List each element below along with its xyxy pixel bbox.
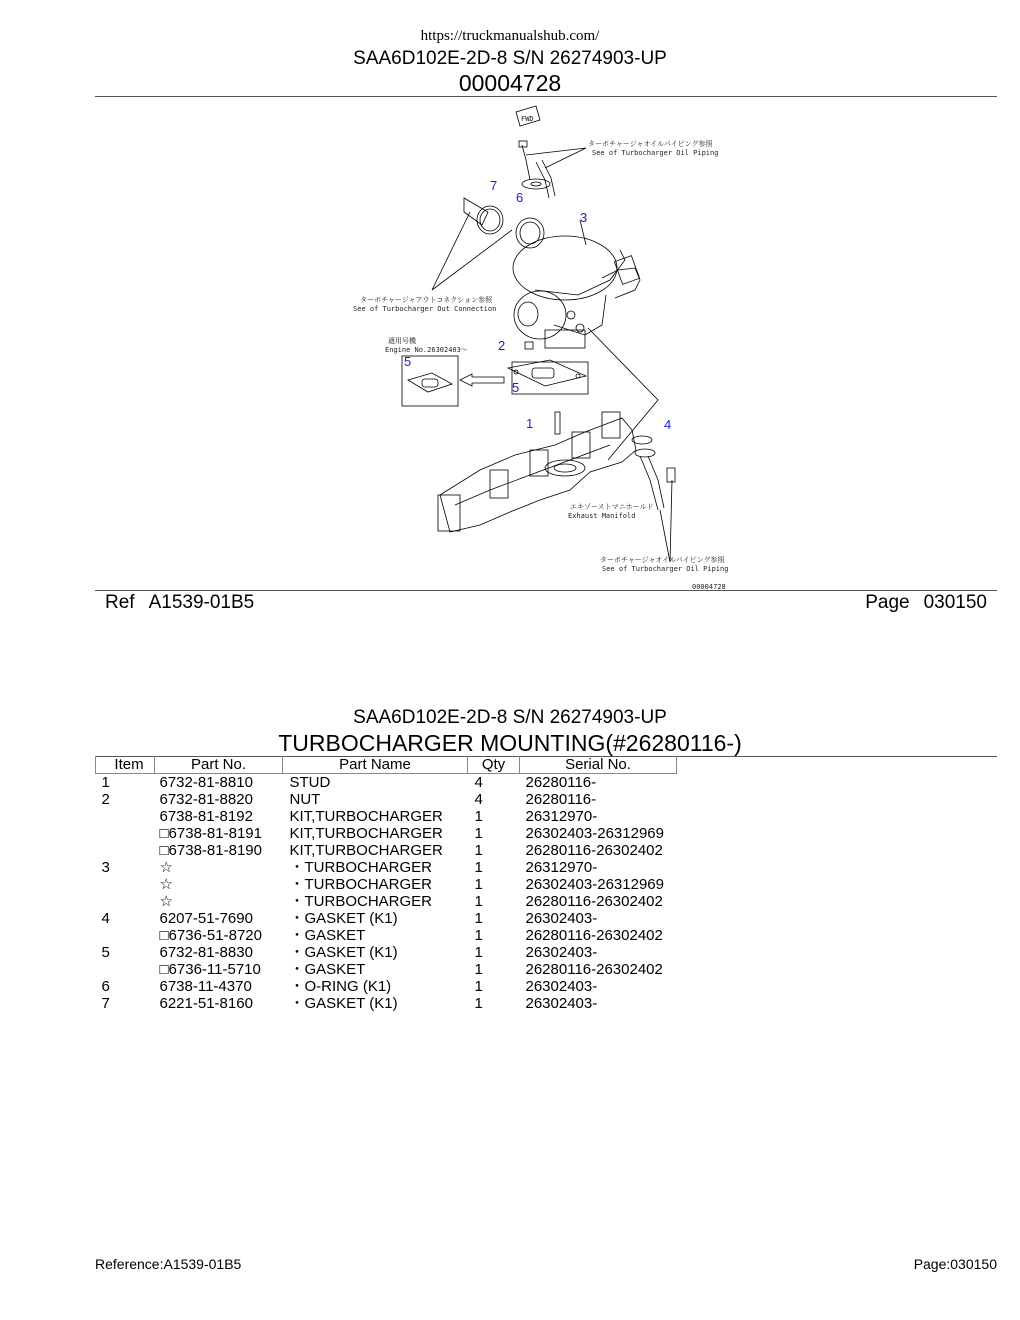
cell-serial-no: 26302403-26312969 bbox=[525, 825, 664, 842]
ref-label: Ref bbox=[105, 592, 135, 613]
table-row bbox=[96, 910, 677, 927]
header-item: Item bbox=[96, 756, 155, 774]
cell-qty: 1 bbox=[474, 825, 483, 842]
gasket-new-drawing bbox=[508, 360, 586, 386]
cell-item: 7 bbox=[101, 995, 110, 1012]
cell-part-no: □6736-51-8720 bbox=[159, 927, 262, 944]
cell-qty: 1 bbox=[474, 808, 483, 825]
cell-serial-no: 26312970- bbox=[525, 808, 598, 825]
parts-table-body bbox=[96, 774, 677, 1013]
cell-serial-no: 26302403- bbox=[525, 944, 598, 961]
cell-item: 4 bbox=[101, 910, 110, 927]
replacement-arrow-icon bbox=[460, 374, 504, 386]
cell-part-name: ・GASKET bbox=[289, 961, 366, 978]
cell-serial-no: 26280116- bbox=[525, 791, 597, 808]
cell-qty: 1 bbox=[474, 978, 483, 995]
cell-part-name: STUD bbox=[289, 774, 331, 791]
cell-serial-no: 26280116-26302402 bbox=[525, 961, 663, 978]
turbocharger-drawing bbox=[513, 220, 640, 348]
callout-4: 4 bbox=[664, 417, 672, 432]
cell-item bbox=[96, 961, 155, 978]
section-model-title: SAA6D102E-2D-8 S/N 26274903-UP bbox=[353, 707, 667, 728]
cell-serial-no: 26302403- bbox=[525, 978, 598, 995]
cell-part-name: ・GASKET bbox=[289, 927, 366, 944]
cell-qty: 1 bbox=[474, 944, 483, 961]
header-part-no: Part No. bbox=[155, 756, 283, 774]
cell-part-name: ・GASKET (K1) bbox=[289, 910, 398, 927]
table-row bbox=[96, 774, 677, 792]
cell-part-no: 6732-81-8820 bbox=[159, 791, 253, 808]
cell-part-no: 6732-81-8810 bbox=[159, 774, 253, 791]
cell-item bbox=[96, 842, 155, 859]
parts-table bbox=[95, 756, 677, 1012]
manifold-note-en: Exhaust Manifold bbox=[568, 512, 636, 520]
cell-part-name: ・O-RING (K1) bbox=[289, 978, 392, 995]
cell-qty: 1 bbox=[474, 995, 483, 1012]
cell-part-name: KIT,TURBOCHARGER bbox=[289, 808, 443, 825]
ref-value: A1539-01B5 bbox=[148, 592, 255, 613]
table-row bbox=[96, 791, 677, 808]
cell-part-name: ・TURBOCHARGER bbox=[289, 859, 433, 876]
table-row bbox=[96, 825, 677, 842]
cell-qty: 1 bbox=[474, 859, 483, 876]
engine-no-note-jp: 適用号機 bbox=[388, 337, 416, 345]
table-row bbox=[96, 927, 677, 944]
engine-no-note-en: Engine No.26302403～ bbox=[385, 346, 468, 354]
cell-part-no: □6738-81-8191 bbox=[159, 825, 262, 842]
cell-item bbox=[96, 808, 155, 825]
cell-qty: 4 bbox=[474, 791, 483, 808]
callout-5: 5 bbox=[512, 380, 520, 395]
ref-line bbox=[105, 592, 254, 614]
page-value: 030150 bbox=[923, 592, 987, 613]
table-row bbox=[96, 961, 677, 978]
cell-part-name: ・TURBOCHARGER bbox=[289, 876, 433, 893]
footer-page: Page:030150 bbox=[913, 1256, 997, 1272]
header-qty: Qty bbox=[468, 756, 520, 774]
cell-part-no: ☆ bbox=[159, 859, 173, 876]
cell-part-no: 6221-51-8160 bbox=[159, 995, 253, 1012]
callout-2: 2 bbox=[498, 338, 506, 353]
table-row bbox=[96, 808, 677, 825]
cell-item bbox=[96, 893, 155, 910]
cell-item: 1 bbox=[101, 774, 110, 791]
cell-part-no: 6738-11-4370 bbox=[159, 978, 252, 995]
out-connection-note-jp: ターボチャージャアウトコネクション参照 bbox=[360, 296, 493, 304]
cell-serial-no: 26280116-26302402 bbox=[525, 842, 663, 859]
callout-5-old: 5 bbox=[404, 354, 412, 369]
section-title: TURBOCHARGER MOUNTING(#26280116-) bbox=[278, 730, 742, 756]
header-serial-no: Serial No. bbox=[520, 756, 677, 774]
table-row bbox=[96, 893, 677, 910]
callout-3: 3 bbox=[580, 210, 588, 225]
cell-part-no: 6207-51-7690 bbox=[159, 910, 253, 927]
oil-piping-note-en-top: See of Turbocharger Oil Piping bbox=[592, 149, 719, 157]
page-label: Page bbox=[865, 592, 910, 613]
cell-item bbox=[96, 825, 155, 842]
oil-piping-note-jp-top: ターボチャージャオイルパイピング参照 bbox=[588, 140, 713, 148]
cell-qty: 1 bbox=[474, 842, 483, 859]
page-line bbox=[865, 592, 987, 614]
table-row bbox=[96, 978, 677, 995]
cell-part-no: □6738-81-8190 bbox=[159, 842, 262, 859]
table-row bbox=[96, 995, 677, 1012]
site-url[interactable]: https://truckmanualshub.com/ bbox=[420, 28, 600, 44]
cell-item bbox=[96, 876, 155, 893]
fwd-label: FWD bbox=[521, 115, 534, 123]
cell-part-name: ・TURBOCHARGER bbox=[289, 893, 433, 910]
gasket-old-drawing bbox=[408, 373, 452, 392]
exploded-parts-diagram bbox=[340, 100, 760, 590]
cell-item: 6 bbox=[101, 978, 110, 995]
oil-piping-note-jp-bottom: ターボチャージャオイルパイピング参照 bbox=[600, 556, 725, 564]
cell-part-name: ・GASKET (K1) bbox=[289, 944, 398, 961]
header-divider bbox=[95, 96, 997, 97]
callout-6: 6 bbox=[516, 190, 524, 205]
cell-serial-no: 26302403- bbox=[525, 910, 598, 927]
cell-part-no: 6732-81-8830 bbox=[159, 944, 253, 961]
out-connection-note-en: See of Turbocharger Out Connection bbox=[353, 305, 497, 313]
cell-part-no: ☆ bbox=[159, 876, 173, 893]
cell-serial-no: 26302403- bbox=[525, 995, 598, 1012]
cell-serial-no: 26280116-26302402 bbox=[525, 893, 663, 910]
cell-qty: 1 bbox=[474, 876, 483, 893]
cell-qty: 1 bbox=[474, 893, 483, 910]
table-row bbox=[96, 876, 677, 893]
model-title: SAA6D102E-2D-8 S/N 26274903-UP bbox=[353, 48, 667, 69]
cell-part-no: 6738-81-8192 bbox=[159, 808, 253, 825]
cell-qty: 1 bbox=[474, 961, 483, 978]
cell-qty: 4 bbox=[474, 774, 483, 791]
figure-divider bbox=[95, 590, 997, 591]
drawing-number: 00004728 bbox=[692, 583, 726, 590]
cell-item bbox=[96, 927, 155, 944]
cell-qty: 1 bbox=[474, 927, 483, 944]
cell-part-name: NUT bbox=[289, 791, 321, 808]
cell-part-no: □6736-11-5710 bbox=[159, 961, 261, 978]
cell-qty: 1 bbox=[474, 910, 483, 927]
manifold-note-jp: エキゾーストマニホールド bbox=[570, 503, 654, 511]
cell-serial-no: 26280116-26302402 bbox=[525, 927, 663, 944]
table-header-row bbox=[96, 756, 677, 774]
callout-1: 1 bbox=[526, 416, 534, 431]
cell-item: 5 bbox=[101, 944, 110, 961]
cell-part-name: KIT,TURBOCHARGER bbox=[289, 842, 443, 859]
cell-item: 3 bbox=[101, 859, 110, 876]
fwd-arrow-icon bbox=[516, 106, 540, 126]
cell-serial-no: 26312970- bbox=[525, 859, 598, 876]
cell-serial-no: 26280116- bbox=[525, 774, 597, 791]
cell-part-no: ☆ bbox=[159, 893, 173, 910]
callout-7: 7 bbox=[490, 178, 498, 193]
cell-part-name: KIT,TURBOCHARGER bbox=[289, 825, 443, 842]
header-part-name: Part Name bbox=[283, 756, 468, 774]
illustration-number: 00004728 bbox=[458, 70, 562, 96]
oil-piping-note-en-bottom: See of Turbocharger Oil Piping bbox=[602, 565, 729, 573]
cell-part-name: ・GASKET (K1) bbox=[289, 995, 398, 1012]
table-row bbox=[96, 859, 677, 876]
table-row bbox=[96, 842, 677, 859]
table-row bbox=[96, 944, 677, 961]
cell-item: 2 bbox=[101, 791, 110, 808]
footer-reference: Reference:A1539-01B5 bbox=[95, 1256, 242, 1272]
cell-serial-no: 26302403-26312969 bbox=[525, 876, 664, 893]
